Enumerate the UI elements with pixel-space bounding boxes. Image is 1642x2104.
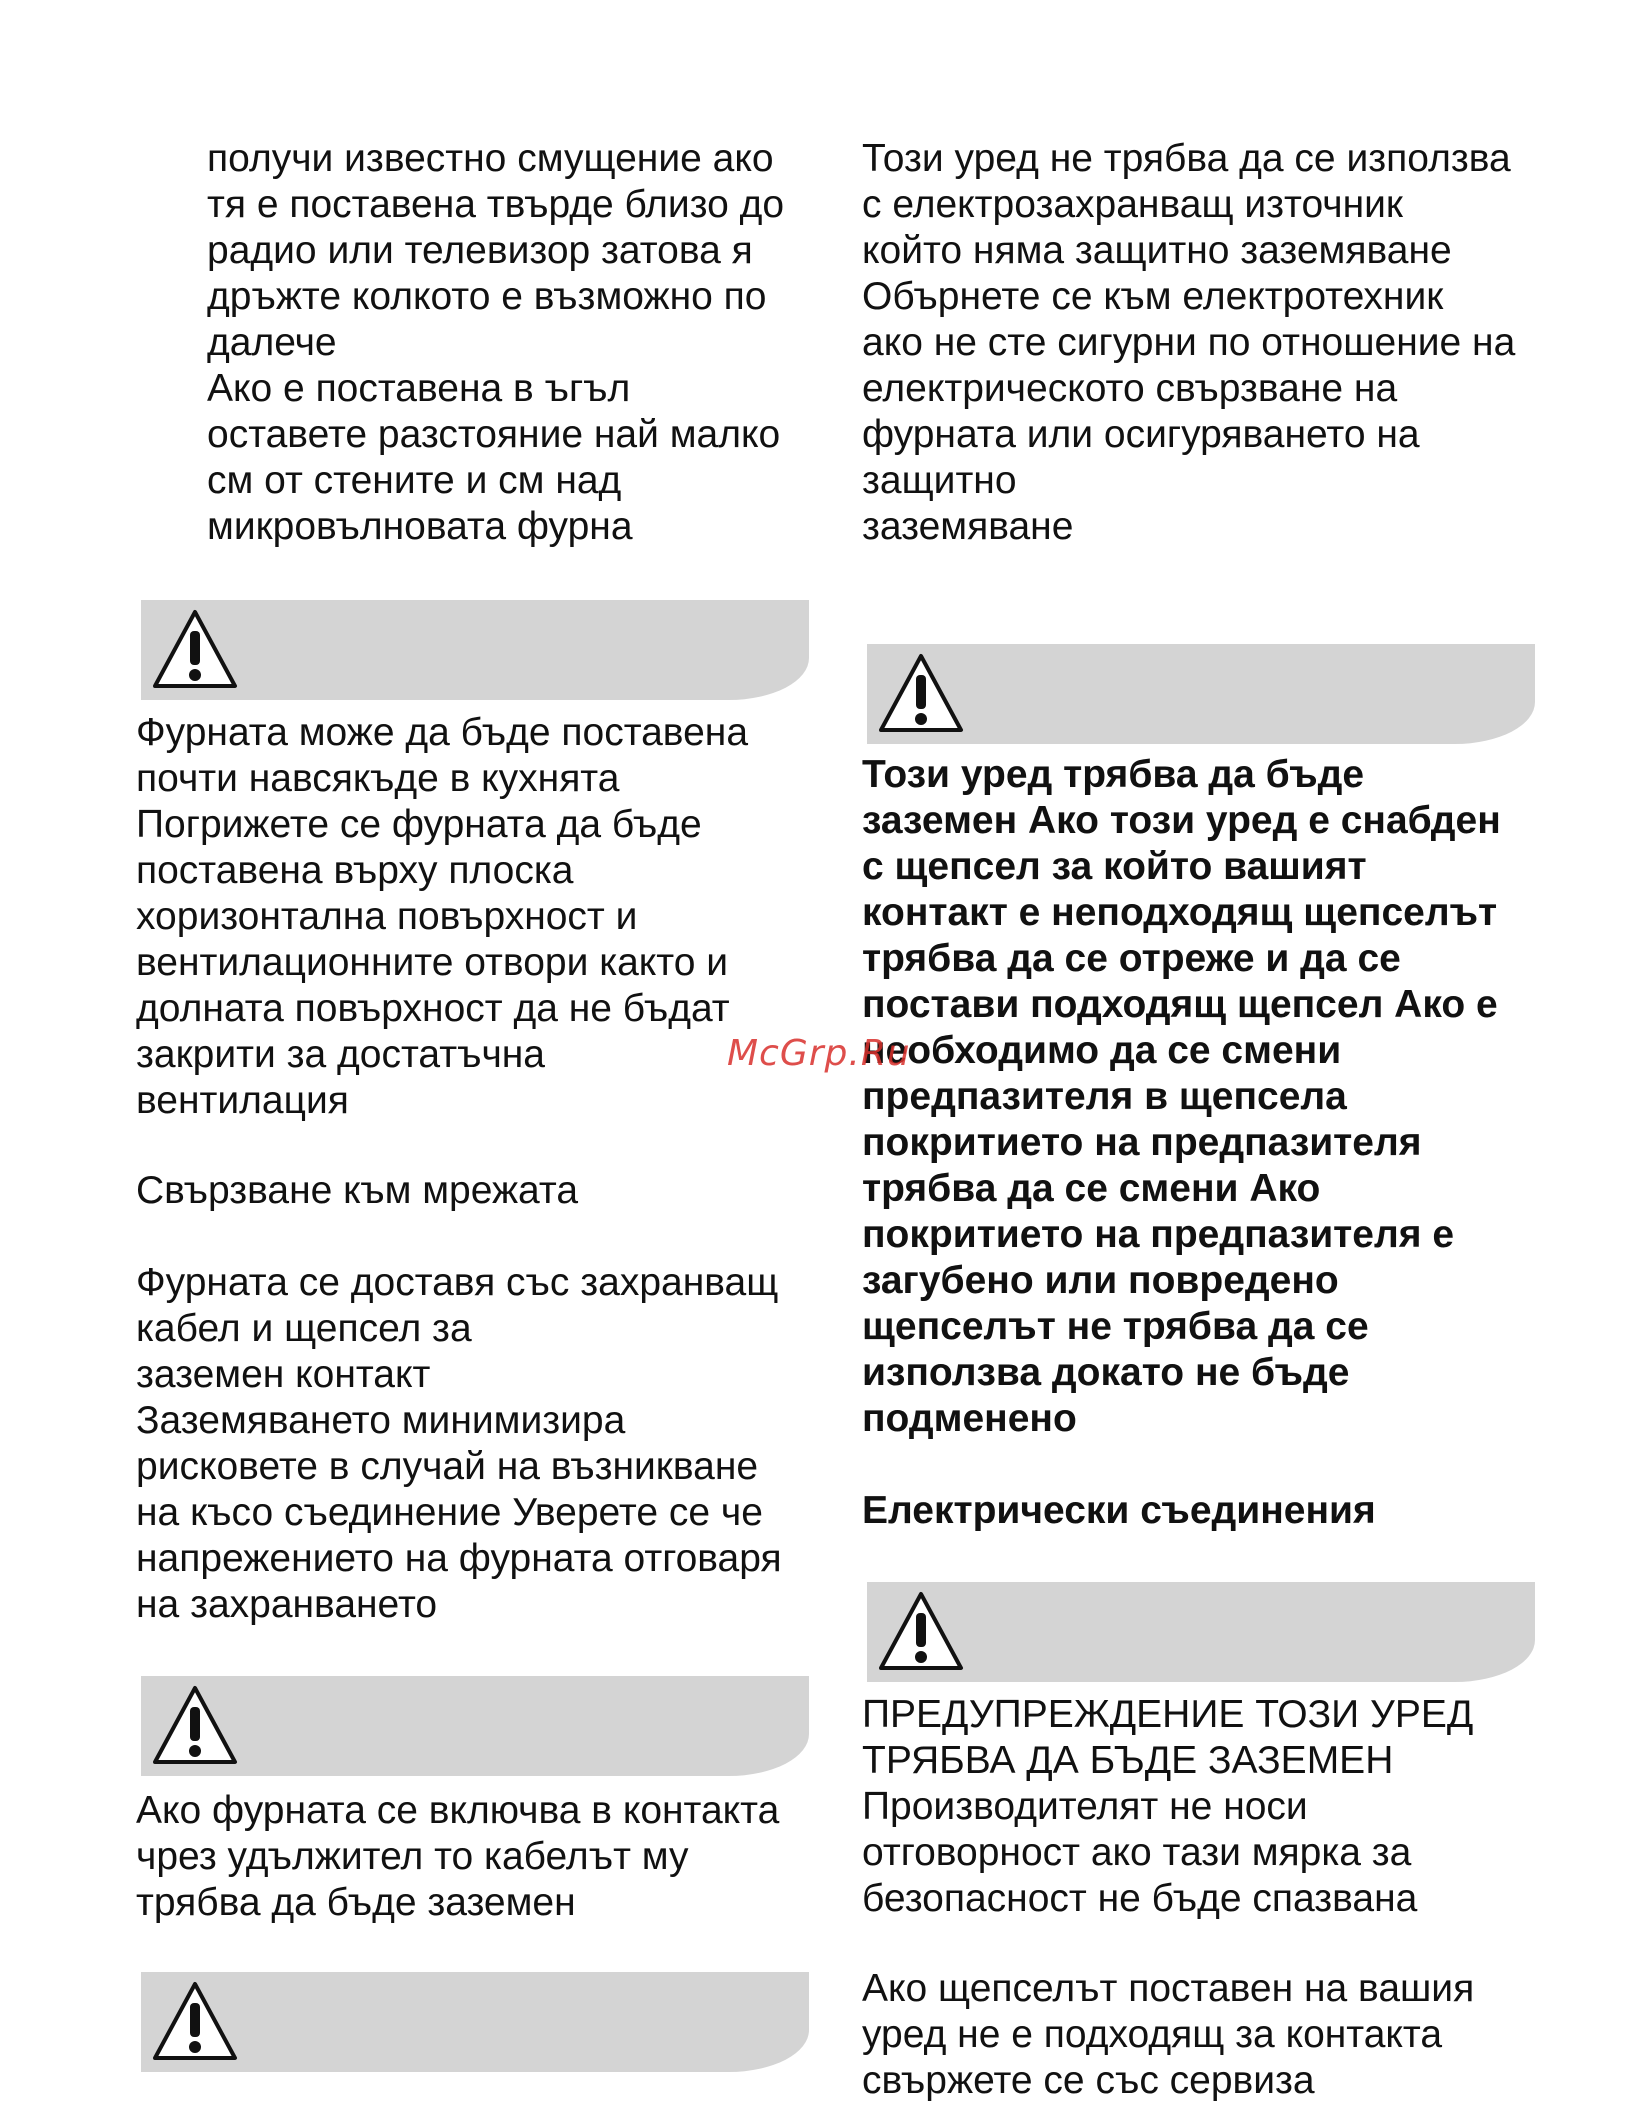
electrical-heading: Електрически съединения [862,1489,1376,1532]
right-column [821,0,1642,2104]
warning-triangle-icon [877,1589,965,1673]
warning-bar-4 [867,644,1535,744]
extension-paragraph: Ако фурната се включва в контакта чрез удължител то кабелът му трябва да бъде заземен [136,1789,780,1924]
warning-bar-5 [867,1582,1535,1682]
intro-paragraph-left: получи известно смущение ако тя е поставена твърде близо до радио или телевизор затова я дръжте колкото е възможно по далече Ако е поставена в ъгъл оставете разстояние най малко см от стените и см над микровълновата фурна [207,137,785,548]
caution-paragraph: ПРЕДУПРЕЖДЕНИЕ ТОЗИ УРЕД ТРЯБВА ДА БЪДЕ ЗАЗЕМЕН Производителят не носи отговорност ако тази мярка за безопасност не бъде спазвана [862,1693,1474,1920]
warning-triangle-icon [877,651,965,735]
warning-triangle-icon [151,1979,239,2063]
warning-triangle-icon [151,1683,239,1767]
warning-bar-2 [141,1676,809,1776]
plug-paragraph: Ако щепселът поставен на вашия уред не е подходящ за контакта свържете се със сервиза [862,1967,1475,2102]
intro-paragraph-right: Този уред не трябва да се използва с електрозахранващ източник който няма защитно заземяване Обърнете се към електротехник ако не сте сигурни по отношение на електрическото свързване на фурната или осигуряването на защитно заземяване [862,137,1516,548]
connection-paragraph: Фурната се доставя със захранващ кабел и щепсел за заземен контакт Заземяването минимизира рисковете в случай на възникване на късо съединение Уверете се че напрежението на фурната отговаря на захранването [136,1261,782,1626]
connection-heading: Свързване към мрежата [136,1169,579,1212]
watermark-text: McGrp.Ru [727,1033,911,1074]
warning-bar-1 [141,600,809,700]
grounding-warning-paragraph: Този уред трябва да бъде заземен Ако този уред е снабден с щепсел за който вашият контакт е неподходящ щепселът трябва да се отреже и да се постави подходящ щепсел Ако е необходимо да се смени предпазителя в щепсела покритието на предпазителя трябва да се смени Ако покритието на предпазителя е загубено или повредено щепселът не трябва да се използва докато не бъде подменено [862,753,1501,1440]
placement-paragraph: Фурната може да бъде поставена почти навсякъде в кухнята Погрижете се фурната да бъде поставена върху плоска хоризонтална повърхност и вентилационните отвори както и долната повърхност да не бъдат закрити за достатъчна вентилация [136,711,749,1122]
warning-triangle-icon [151,607,239,691]
warning-bar-3 [141,1972,809,2072]
